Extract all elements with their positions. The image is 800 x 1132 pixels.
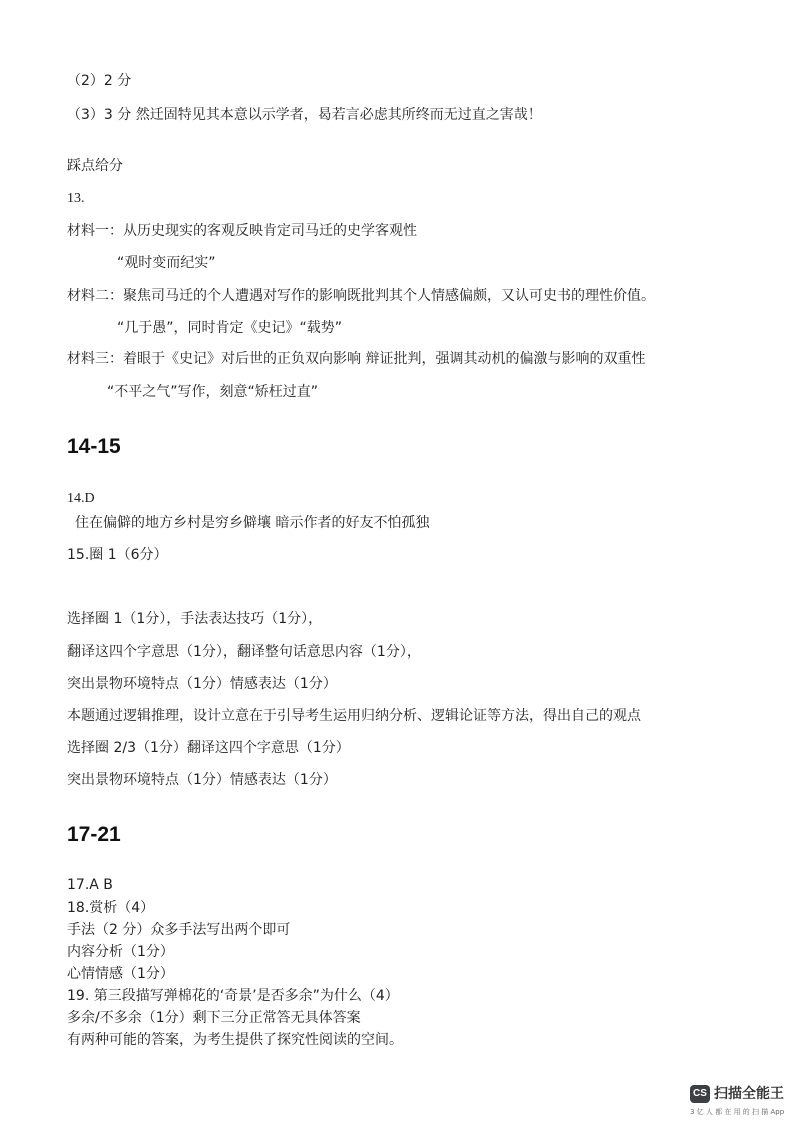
scoring-note: 踩点给分 <box>67 158 123 174</box>
answer-18-point-3: 心情情感（1分） <box>67 966 174 982</box>
answer-15-point-2: 翻译这四个字意思（1分），翻译整句话意思内容（1分）， <box>67 644 421 660</box>
material-1: 材料一：从历史现实的客观反映肯定司马迁的史学客观性 <box>67 223 417 239</box>
section-heading-14-15: 14-15 <box>67 435 121 458</box>
material-3: 材料三：着眼于《史记》对后世的正负双向影响 辩证批判，强调其动机的偏激与影响的双重性 <box>67 351 646 367</box>
answer-15-heading: 15.圈 1（6分） <box>67 547 168 563</box>
camscanner-icon: CS <box>690 1085 710 1103</box>
material-2: 材料二：聚焦司马迁的个人遭遇对写作的影响既批判其个人情感偏颇，又认可史书的理性价值。 <box>67 288 655 304</box>
answer-18-point-1: 手法（2 分）众多手法写出两个即可 <box>67 922 291 938</box>
answer-15-point-4: 本题通过逻辑推理，设计立意在于引导考生运用归纳分析、逻辑论证等方法，得出自己的观点 <box>67 708 641 724</box>
section-heading-17-21: 17-21 <box>67 823 121 846</box>
answer-14: 14.D <box>67 491 95 506</box>
material-3-quote: “不平之气”写作，刻意“矫枉过直” <box>107 384 319 400</box>
answer-19-heading: 19. 第三段描写弹棉花的‘奇景’是否多余”为什么（4） <box>67 988 399 1004</box>
material-2-quote: “几于愚”，同时肯定《史记》“载势” <box>117 320 343 336</box>
answer-14-explanation: 住在偏僻的地方乡村是穷乡僻壤 暗示作者的好友不怕孤独 <box>75 515 430 531</box>
answer-19-point-1: 多余/不多余（1分）剩下三分正常答无具体答案 <box>67 1010 361 1026</box>
answer-line-2: （2）2 分 <box>67 73 132 89</box>
answer-19-point-2: 有两种可能的答案，为考生提供了探究性阅读的空间。 <box>67 1032 403 1048</box>
logo-tagline: 3 亿 人 都 在 用 的 扫 描 App <box>690 1108 785 1116</box>
answer-18-point-2: 内容分析（1分） <box>67 944 174 960</box>
logo-name: 扫描全能王 <box>714 1086 784 1102</box>
answer-15-point-6: 突出景物环境特点（1分）情感表达（1分） <box>67 772 337 788</box>
question-13-number: 13. <box>67 191 85 206</box>
answer-line-3: （3）3 分 然迁固特见其本意以示学者，曷若言必虑其所终而无过直之害哉！ <box>67 107 542 123</box>
answer-15-point-5: 选择圈 2/3（1分）翻译这四个字意思（1分） <box>67 740 350 756</box>
answer-15-point-1: 选择圈 1（1分），手法表达技巧（1分）， <box>67 611 323 627</box>
answer-18-heading: 18.赏析（4） <box>67 900 155 916</box>
answer-17: 17.A B <box>67 877 113 893</box>
answer-15-point-3: 突出景物环境特点（1分）情感表达（1分） <box>67 676 337 692</box>
scanner-watermark-logo <box>690 1083 790 1123</box>
material-1-quote: “观时变而纪实” <box>117 255 216 271</box>
